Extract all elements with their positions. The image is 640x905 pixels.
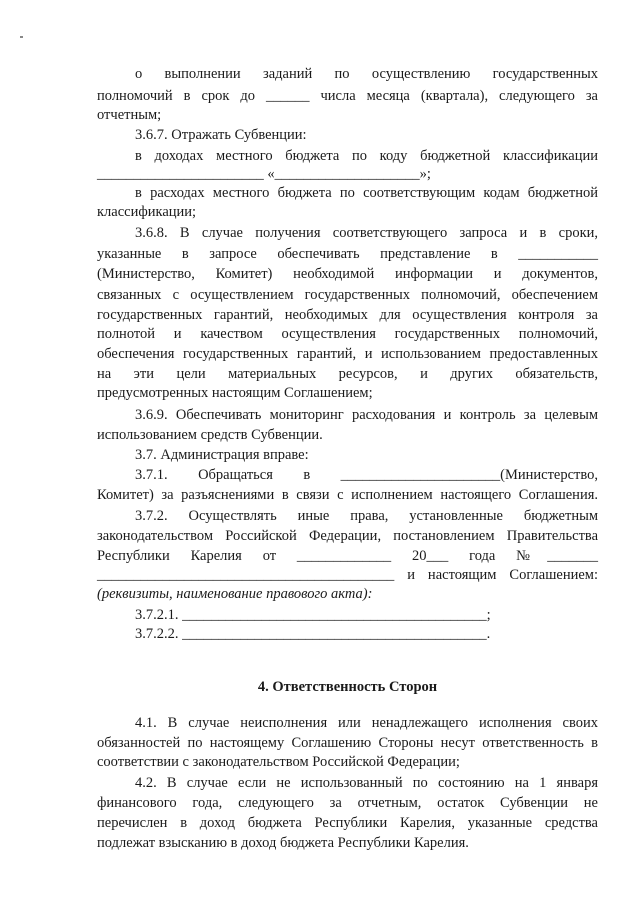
clause-4-1: 4.1. В случае неисполнения или ненадлежащего исполнения своих (135, 715, 598, 731)
text-line: обязанностей по настоящему Соглашению Стороны несут ответственность в (97, 735, 598, 751)
text-line: о выполнении заданий по осуществлению государственных (135, 66, 598, 82)
clause-3-7-2: 3.7.2. Осуществлять иные права, установленные бюджетным (135, 508, 598, 524)
clause-3-7: 3.7. Администрация вправе: (135, 447, 309, 463)
text-line: использованием средств Субвенции. (97, 427, 323, 443)
text-line: законодательством Российской Федерации, постановлением Правительства (97, 528, 598, 544)
text-line: соответствии с законодательством Российской Федерации; (97, 754, 460, 770)
text-line: предусмотренных настоящим Соглашением; (97, 385, 373, 401)
clause-3-7-2-1: 3.7.2.1. __________________________________________; (135, 607, 491, 623)
text-line: перечислен в доход бюджета Республики Карелия, указанные средства (97, 815, 598, 831)
text-line: (Министерство, Комитет) необходимой информации и документов, (97, 266, 598, 282)
scan-speck (20, 36, 23, 38)
text-line: полномочий в срок до ______ числа месяца (квартала), следующего за (97, 88, 598, 104)
text-line: классификации; (97, 204, 197, 220)
clause-3-6-8: 3.6.8. В случае получения соответствующего запроса и в сроки, (135, 225, 598, 241)
text-line: связанных с осуществлением государственных полномочий, обеспечением (97, 287, 598, 303)
date-number-blank-line: Республики Карелия от _____________ 20___ года №_______ (97, 548, 598, 564)
text-line: указанные в запросе обеспечивать представление в ___________ (97, 246, 598, 262)
text-line: государственных гарантий, необходимых для осуществления контроля за (97, 307, 598, 323)
clause-3-6-9: 3.6.9. Обеспечивать мониторинг расходования и контроль за целевым (135, 407, 598, 423)
text-line: отчетным; (97, 107, 162, 123)
text-line: в доходах местного бюджета по коду бюджетной классификации (135, 148, 598, 164)
clause-3-7-1: 3.7.1. Обращаться в ______________________(Министерство, (135, 467, 598, 483)
section-4-heading: 4. Ответственность Сторон (257, 679, 438, 695)
clause-3-7-2-2: 3.7.2.2. __________________________________________. (135, 626, 491, 642)
text-line: на эти цели материальных ресурсов, и других обязательств, (97, 366, 598, 382)
text-line: подлежат взысканию в доход бюджета Республики Карелия. (97, 835, 469, 851)
budget-code-blank-line: _______________________ «____________________»; (97, 166, 431, 182)
clause-4-2: 4.2. В случае если не использованный по состоянию на 1 января (135, 775, 598, 791)
text-line: финансового года, следующего за отчетным, остаток Субвенции не (97, 795, 598, 811)
text-line: полнотой и качеством осуществления государственных полномочий, (97, 326, 598, 342)
text-line: в расходах местного бюджета по соответствующим кодам бюджетной (135, 185, 598, 201)
legal-act-note: (реквизиты, наименование правового акта): (97, 586, 373, 602)
text-line: Комитет) за разъяснениями в связи с исполнением настоящего Соглашения. (97, 487, 598, 503)
text-line: обеспечения государственных гарантий, и использованием предоставленных (97, 346, 598, 362)
legal-act-blank-line: _________________________________________ и настоящим Соглашением: (97, 567, 598, 583)
clause-3-6-7: 3.6.7. Отражать Субвенции: (135, 127, 307, 143)
